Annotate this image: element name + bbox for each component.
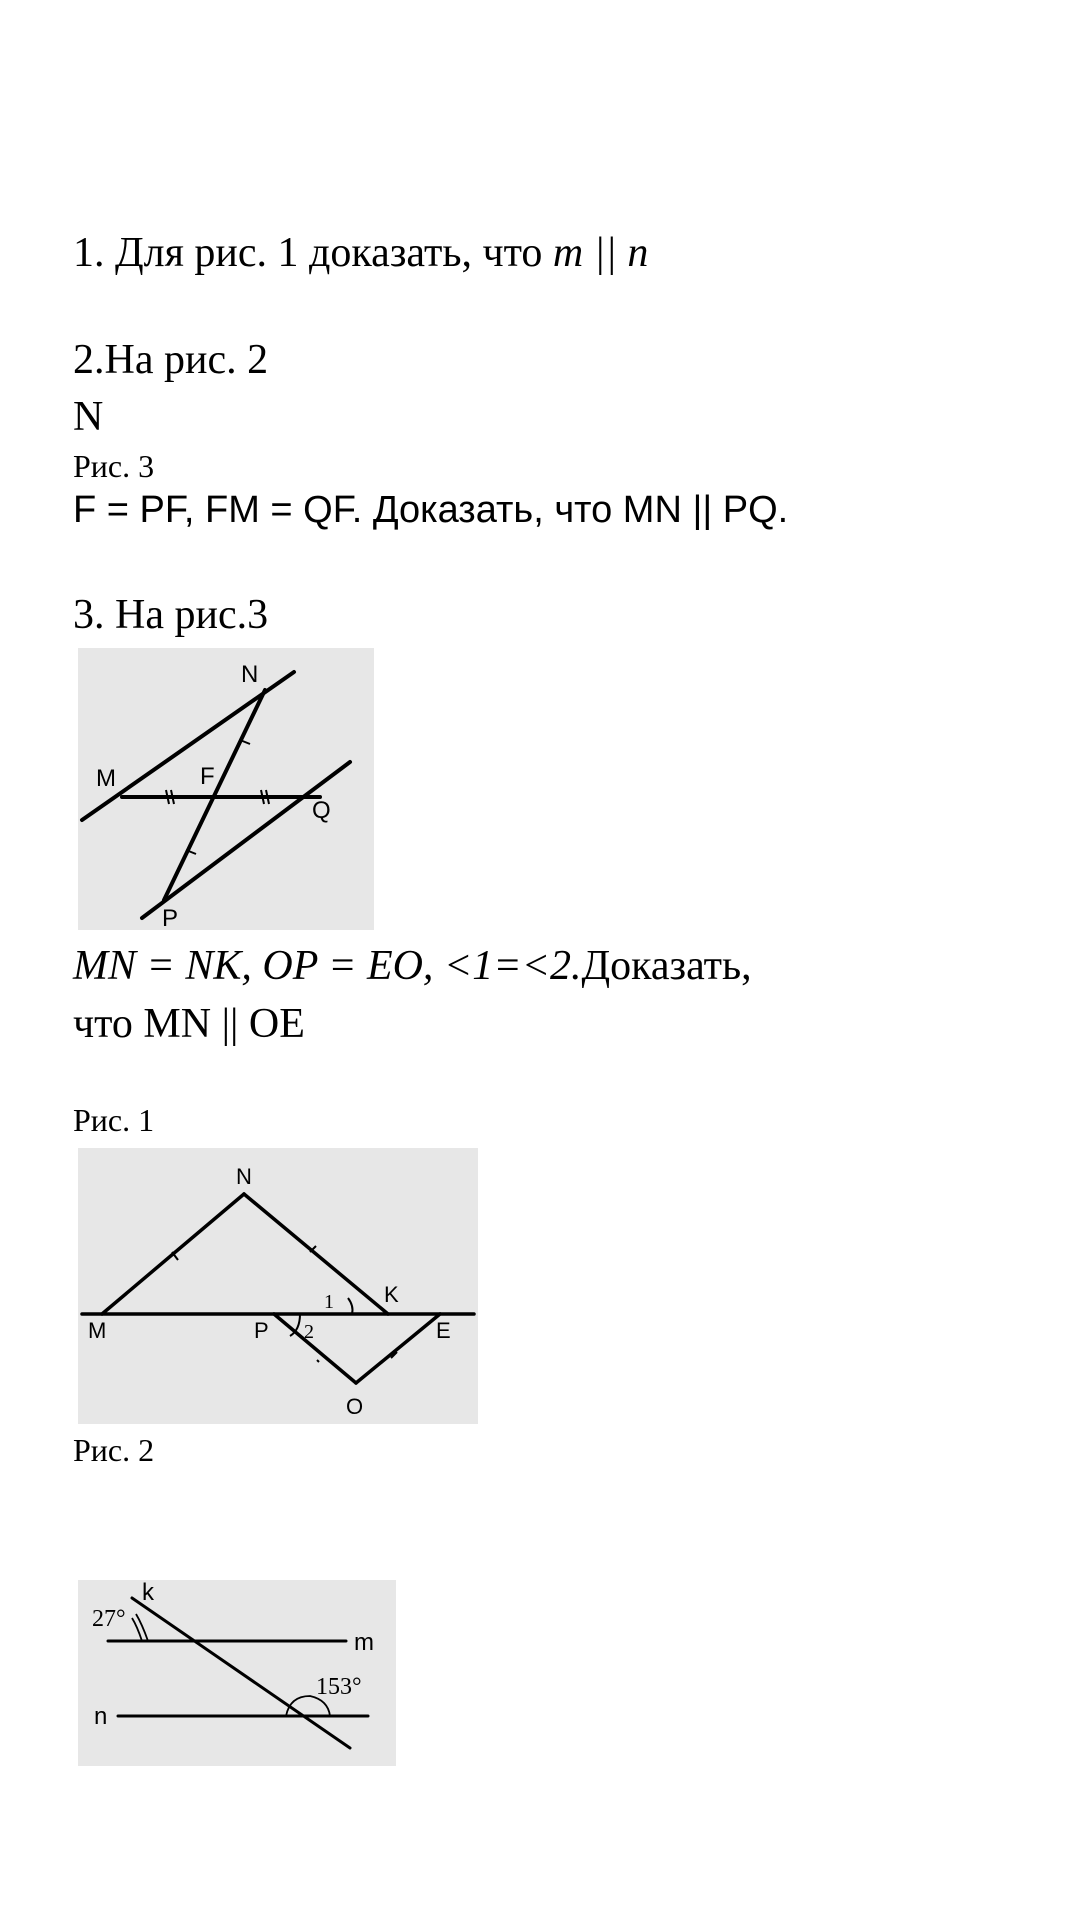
label-M: M	[96, 765, 116, 792]
label-Q: Q	[312, 797, 331, 824]
line-pq-extended	[142, 762, 350, 918]
task3-condition	[73, 945, 752, 987]
arc-angle-1	[348, 1298, 353, 1314]
line-oe	[356, 1314, 440, 1383]
task3-condition-italic: MN = NK, OP = EO, <1=<2.	[73, 943, 582, 989]
task1-parallel: ||	[583, 230, 628, 276]
task1-text: 1. Для рис. 1 доказать, что	[73, 230, 553, 276]
figure-mnk-peo	[78, 1148, 478, 1424]
task2-stray-letter: N	[73, 394, 104, 440]
label-N: N	[241, 661, 259, 688]
line-k	[132, 1598, 350, 1748]
task1-n: n	[627, 230, 649, 276]
caption-fig2: Рис. 2	[73, 1432, 155, 1468]
task3-condition-line2: что MN || OE	[73, 1001, 305, 1047]
line-po	[274, 1314, 356, 1383]
figure-triangles-mnpq	[78, 648, 374, 930]
figure-parallel-lines-svg	[78, 1580, 396, 1766]
label-angle-1: 1	[324, 1291, 334, 1313]
line-nk	[244, 1194, 388, 1314]
task1-statement	[73, 232, 648, 274]
label-M: M	[88, 1318, 107, 1343]
task2-figure-caption: Рис. 3	[73, 448, 155, 484]
task1-m: m	[552, 230, 584, 276]
label-N: N	[236, 1164, 252, 1189]
label-P: P	[162, 905, 179, 930]
caption-fig1: Рис. 1	[73, 1102, 155, 1138]
label-F: F	[200, 763, 215, 790]
figure-parallel-lines	[78, 1580, 396, 1766]
label-angle-153: 153°	[316, 1674, 362, 1700]
task3-condition-rest: Доказать,	[581, 943, 752, 989]
label-O: O	[346, 1394, 364, 1419]
label-angle-2: 2	[304, 1321, 314, 1343]
tick-po	[317, 1360, 319, 1362]
label-angle-27: 27°	[92, 1606, 126, 1632]
task3-heading: 3. На рис.3	[73, 592, 269, 638]
label-n: n	[94, 1703, 108, 1730]
task2-condition: F = PF, FM = QF. Доказать, что MN || PQ.	[73, 489, 789, 531]
label-k: k	[142, 1580, 154, 1606]
label-E: E	[436, 1318, 451, 1343]
task2-heading: 2.На рис. 2	[73, 337, 269, 383]
figure-triangles-mnpq-svg	[78, 648, 374, 930]
label-K: K	[384, 1282, 399, 1307]
label-m: m	[354, 1629, 374, 1656]
label-P: P	[254, 1318, 269, 1343]
figure-mnk-peo-svg	[78, 1148, 478, 1424]
